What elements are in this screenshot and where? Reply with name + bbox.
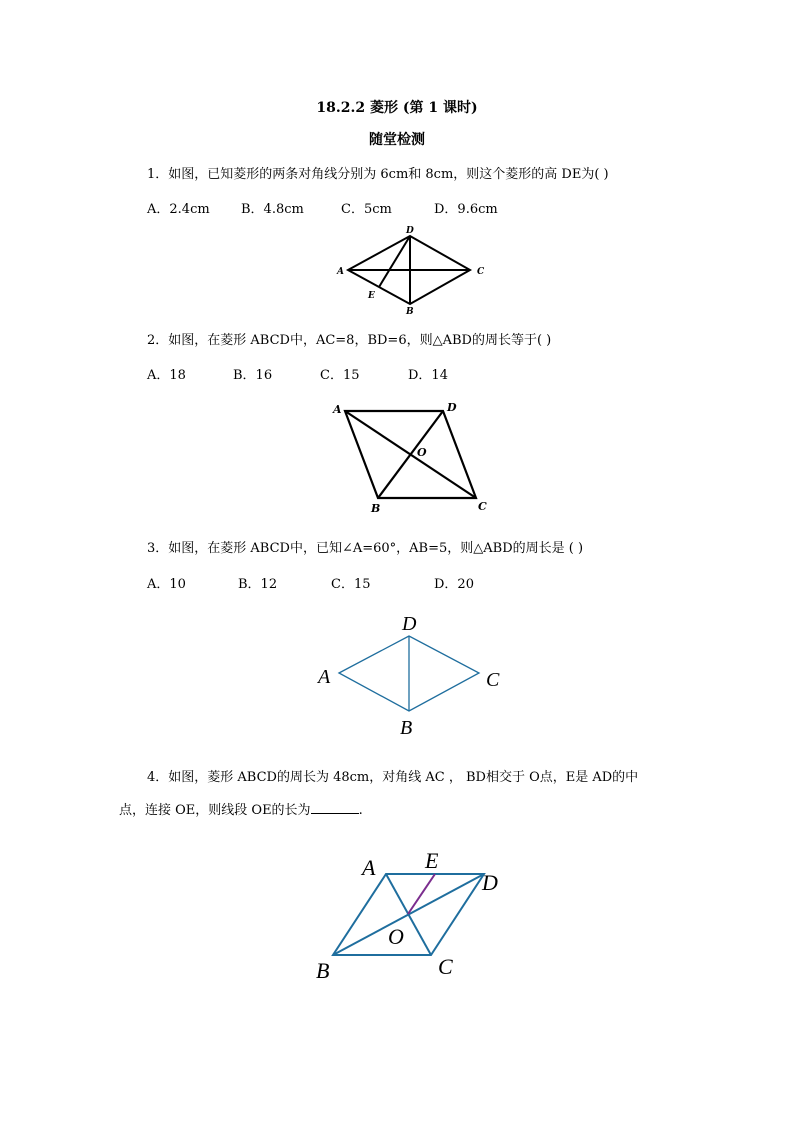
question-4-text-end: . xyxy=(358,803,363,818)
question-1-option-a: A．2.4cm xyxy=(147,202,210,217)
question-2-option-d: D．14 xyxy=(408,368,448,383)
q1-label-b: B xyxy=(406,307,414,317)
q4-label-d: D xyxy=(482,870,498,895)
q4-diagonal-bd xyxy=(333,874,484,955)
question-3-option-a: A．10 xyxy=(147,577,186,592)
q2-label-c: C xyxy=(478,500,487,513)
question-2-option-c: C．15 xyxy=(320,368,360,383)
question-1-option-c: C．5cm xyxy=(341,202,392,217)
question-2-option-a: A．18 xyxy=(147,368,186,383)
question-2-option-b: B．16 xyxy=(233,368,273,383)
q4-label-c: C xyxy=(438,954,453,979)
q3-label-b: B xyxy=(400,717,413,739)
q1-label-c: C xyxy=(477,267,485,277)
question-3-option-d: D．20 xyxy=(434,577,474,592)
q4-label-o: O xyxy=(388,924,404,949)
question-3-option-b: B．12 xyxy=(238,577,278,592)
page-subtitle: 随堂检测 xyxy=(369,132,425,148)
q1-label-d: D xyxy=(406,226,414,236)
page-title: 18.2.2 菱形 (第 1 课时) xyxy=(316,100,478,116)
q2-label-o: O xyxy=(417,446,427,459)
q1-label-a: A xyxy=(337,267,344,277)
q1-label-e: E xyxy=(368,291,375,301)
question-2-text: 2．如图，在菱形 ABCD中，AC=8，BD=6，则△ABD的周长等于( ) xyxy=(147,333,552,348)
q2-label-b: B xyxy=(371,502,381,515)
q2-label-a: A xyxy=(333,403,342,416)
question-1-text: 1．如图，已知菱形的两条对角线分别为 6cm和 8cm，则这个菱形的高 DE为( ) xyxy=(147,167,609,182)
q4-label-e: E xyxy=(425,848,439,873)
question-1-option-b: B．4.8cm xyxy=(241,202,304,217)
q3-label-d: D xyxy=(402,613,417,635)
question-3-text: 3．如图，在菱形 ABCD中，已知∠A=60°，AB=5，则△ABD的周长是 ( ) xyxy=(147,541,584,556)
question-1-option-d: D．9.6cm xyxy=(434,202,498,217)
q3-label-a: A xyxy=(318,666,331,688)
q3-label-c: C xyxy=(486,669,500,691)
q4-label-b: B xyxy=(316,958,330,983)
q2-label-d: D xyxy=(447,401,457,414)
question-4-text-line-1: 4．如图，菱形 ABCD的周长为 48cm，对角线 AC ， BD相交于 O点，E是 AD的中 xyxy=(147,770,639,785)
question-3-option-c: C．15 xyxy=(331,577,371,592)
question-4-text-line-2-body: 点，连接 OE，则线段 OE的长为 xyxy=(119,803,311,818)
q4-label-a: A xyxy=(362,855,376,880)
